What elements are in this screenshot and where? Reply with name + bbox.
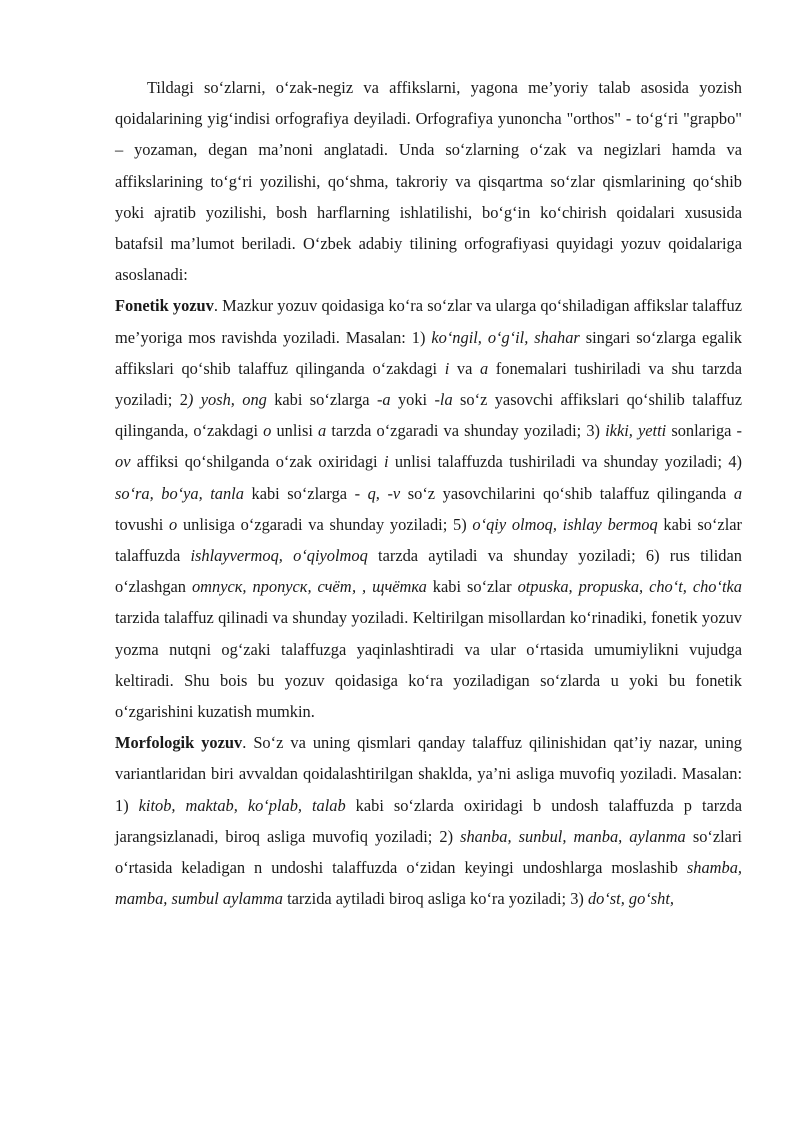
intro-paragraph: Tildagi so‘zlarni, o‘zak-negiz va affikslarni, yagona me’yoriy talab asosida yozish qoidalarining yig‘indisi orfografiya deyiladi. Orfografiya yunoncha "orthos" - to‘g‘ri "grapbo" – yozaman, degan ma’noni anglatadi. Unda so‘zlarning o‘zak va negizlari hamda va affikslarining to‘g‘ri yozilishi, qo‘shma, takroriy va qisqartma so‘zlar qismlarining qo‘shib yoki ajratib yozilishi, bosh harflarning ishlatilishi, bo‘g‘in ko‘chirish qoidalari xususida batafsil ma’lumot beriladi. O‘zbek adabiy tilining orfografiyasi quyidagi yozuv qoidalariga asoslanadi:	[115, 78, 742, 285]
text-run: tarzida aytiladi biroq asliga ko‘ra yoziladi; 3)	[283, 889, 588, 909]
example-run: ) yosh, ong	[187, 390, 267, 410]
example-run: -la	[434, 390, 453, 410]
example-run: shamba, mamba, sumbul aylamma	[115, 858, 742, 909]
text-run: . Mazkur yozuv qoidasiga ko‘ra so‘zlar va ularga qo‘shiladigan affikslar talaffuz me’yoriga mos ravishda yoziladi. Masalan: 1)	[115, 296, 742, 347]
example-run: kitob, maktab, ko‘plab, talab	[138, 795, 346, 815]
section-title-morfologik: Morfologik yozuv	[115, 733, 243, 753]
text-run: va	[449, 358, 480, 378]
text-run: singari so‘zlarga egalik affikslari qo‘shib talaffuz qilinganda o‘zakdagi	[115, 327, 742, 378]
text-run: tarzda aytiladi va shunday yoziladi; 6) rus tilidan o‘zlashgan	[115, 546, 742, 597]
text-run: kabi so‘zlar talaffuzda	[115, 514, 742, 566]
example-run: i	[444, 358, 450, 378]
example-run: so‘ra, bo‘ya, tanla	[115, 483, 244, 503]
text-run: unlisiga o‘zgaradi va shunday yoziladi; 5)	[177, 514, 473, 534]
text-run: tarzida talaffuz qilinadi va shunday yoziladi. Keltirilgan misollardan ko‘rinadiki, fonetik yozuv yozma nutqni og‘zaki talaffuzga yaqinlashtiradi va ular o‘rtasida umumiylikni vujudga keltiradi. Shu bois bu yozuv qoidasiga ko‘ra yoziladigan so‘zlarda u yoki bu fonetik o‘zgarishini kuzatish mumkin.	[115, 608, 742, 722]
example-run: otpuska, propuska, cho‘t, cho‘tka	[517, 577, 742, 597]
example-run: ikki, yetti	[605, 421, 667, 441]
example-run: ishlayvermoq, o‘qiyolmoq	[190, 546, 368, 566]
example-run: a	[479, 358, 489, 378]
text-run: unlisi talaffuzda tushiriladi va shunday yoziladi; 4)	[388, 452, 742, 472]
text-run: so‘z yasovchi affikslari qo‘shilib talaffuz qilinganda, o‘zakdagi	[115, 390, 742, 441]
example-run: a	[318, 421, 327, 441]
example-run: a	[733, 483, 743, 503]
text-run: yoki	[390, 390, 435, 410]
example-run: i	[383, 452, 389, 472]
text-run: tovushi	[115, 514, 170, 534]
text-run: kabi so‘zlarga	[266, 390, 377, 410]
text-run: tarzda o‘zgaradi va shunday yoziladi; 3)	[326, 421, 606, 441]
text-run: unlisi	[271, 421, 319, 441]
example-run: o‘qiy olmoq, ishlay bermoq	[472, 514, 658, 534]
text-run: kabi so‘zlarga -	[243, 483, 368, 503]
fonetik-paragraph	[115, 290, 742, 727]
document-page	[115, 72, 742, 914]
example-run: q, -v	[367, 483, 401, 503]
section-title-fonetik: Fonetik yozuv	[115, 296, 214, 316]
text-run: sonlariga -	[666, 421, 742, 441]
example-run: do‘st, go‘sht,	[587, 889, 675, 909]
example-run: ov	[115, 452, 131, 472]
example-run: отпуск, пропуск, счёт, , щчётка	[191, 577, 427, 597]
text-run: fonemalari tushiriladi va shu tarzda yoziladi; 2	[115, 358, 743, 410]
text-run: affiksi qo‘shilganda o‘zak oxiridagi	[130, 452, 384, 472]
text-run: kabi so‘zlar	[426, 577, 518, 597]
text-run: kabi so‘zlarda oxiridagi b undosh talaffuzda p tarzda jarangsizlanadi, biroq asliga muvofiq yoziladi; 2)	[115, 795, 742, 846]
morfologik-paragraph	[115, 727, 742, 914]
example-run: o	[263, 421, 272, 441]
example-run: -a	[376, 390, 391, 410]
text-run: so‘zlari o‘rtasida keladigan n undoshi talaffuzda o‘zidan keyingi undoshlarga moslashib	[115, 826, 742, 878]
example-run: shanba, sunbul, manba, aylanma	[460, 826, 686, 846]
example-run: ko‘ngil, o‘g‘il, shahar	[431, 327, 580, 347]
text-run: . So‘z va uning qismlari qanday talaffuz qilinishidan qat’iy nazar, uning variantlaridan biri avvaldan qoidalashtirilgan shaklda, ya’ni asliga muvofiq yoziladi. Masalan: 1)	[115, 733, 742, 815]
example-run: o	[169, 514, 178, 534]
text-run: so‘z yasovchilarini qo‘shib talaffuz qilinganda	[400, 483, 734, 503]
